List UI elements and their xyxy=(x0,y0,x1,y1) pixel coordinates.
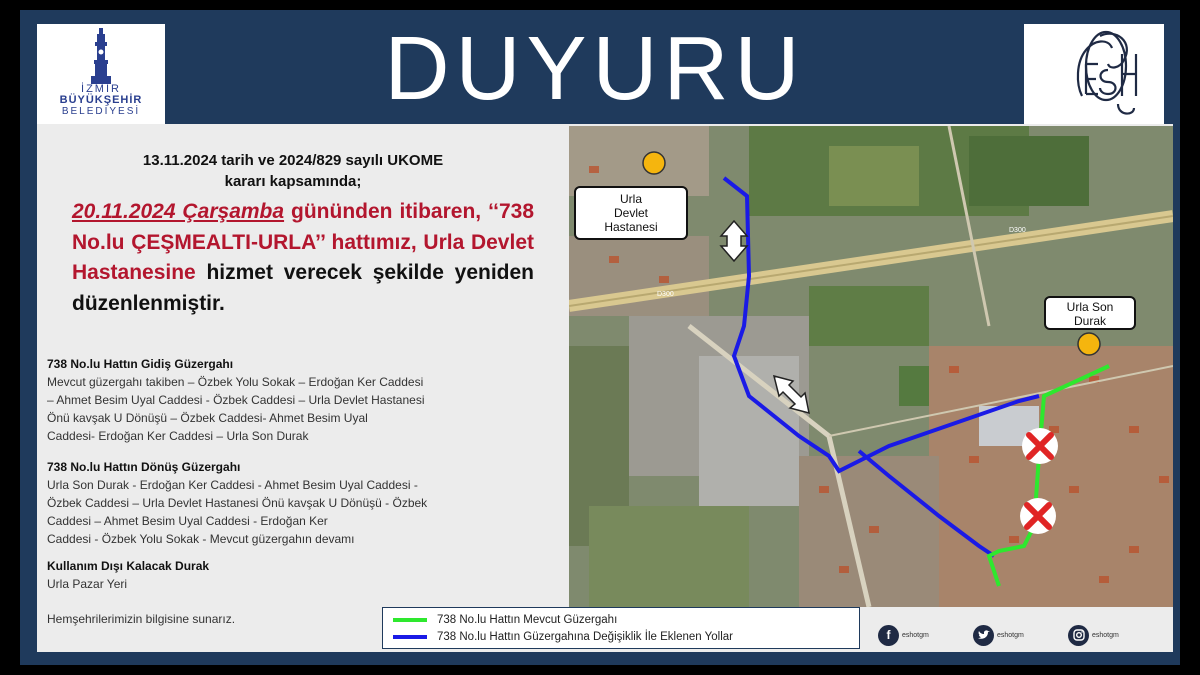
intro-line-2: kararı kapsamında; xyxy=(224,173,362,190)
social-handle: eshotgm xyxy=(1092,631,1119,639)
closed-stop-section xyxy=(47,557,567,593)
return-line: Urla Son Durak - Erdoğan Ker Caddesi - Ahmet Besim Uyal Caddesi - xyxy=(47,478,418,492)
intro-main-red: gününden itibaren, ‘‘738 No.lu ÇEŞMEALTI-URLA’’ hattımız, Urla Devlet Hastanesine xyxy=(72,200,534,284)
legend-swatch xyxy=(393,635,427,639)
social-facebook[interactable] xyxy=(878,624,929,646)
closed-stop-heading: Kullanım Dışı Kalacak Durak xyxy=(47,559,210,573)
logo-line-3: BELEDİYESİ xyxy=(61,106,141,117)
social-twitter[interactable] xyxy=(973,624,1024,646)
social-instagram[interactable] xyxy=(1068,624,1119,646)
legend-label: 738 No.lu Hattın Mevcut Güzergahı xyxy=(437,614,618,626)
hospital-stop-marker xyxy=(643,152,665,174)
eshot-monogram-icon xyxy=(1024,24,1164,124)
return-route-section xyxy=(47,458,567,548)
social-handle: eshotgm xyxy=(902,631,929,639)
hospital-label-line: Urla xyxy=(619,192,642,206)
intro-line-1: 13.11.2024 tarih ve 2024/829 sayılı UKOME xyxy=(142,152,444,169)
izmir-municipality-logo xyxy=(37,24,165,124)
logo-line-2: BÜYÜKŞEHİR xyxy=(59,94,143,106)
outbound-line: Mevcut güzergahı takiben – Özbek Yolu Sokak – Erdoğan Ker Caddesi xyxy=(47,375,424,389)
twitter-icon xyxy=(973,625,994,646)
legend-item-added xyxy=(393,629,733,645)
effective-date: 20.11.2024 Çarşamba xyxy=(72,200,285,223)
route-map xyxy=(569,126,1173,607)
intro-decision-text xyxy=(48,150,538,192)
closed-stop-x-icon xyxy=(1022,428,1058,464)
eshot-logo xyxy=(1024,24,1164,124)
hospital-label-line: Hastanesi xyxy=(604,220,658,234)
terminal-label-line: Durak xyxy=(1073,314,1106,328)
instagram-icon xyxy=(1068,625,1089,646)
closing-text: Hemşehrilerimizin bilgisine sunarız. xyxy=(47,612,236,626)
legend-swatch xyxy=(393,618,427,622)
intro-main-text xyxy=(72,197,534,319)
page-title: DUYURU xyxy=(384,19,806,119)
clock-tower-icon xyxy=(83,28,119,84)
terminal-stop-marker xyxy=(1078,333,1100,355)
outbound-line: – Ahmet Besim Uyal Caddesi - Özbek Caddesi – Urla Devlet Hastanesi xyxy=(47,393,425,407)
intro-main-black: hizmet verecek şekilde yeniden düzenlenmiştir. xyxy=(72,261,534,315)
return-line: Caddesi – Ahmet Besim Uyal Caddesi - Erdoğan Ker xyxy=(47,514,328,528)
hospital-label-line: Devlet xyxy=(613,206,648,220)
return-line: Caddesi - Özbek Yolu Sokak - Mevcut güzergahın devamı xyxy=(47,532,355,546)
terminal-map-label xyxy=(1044,296,1136,330)
terminal-label-line: Urla Son xyxy=(1066,300,1114,314)
closed-stop-x-icon xyxy=(1020,498,1056,534)
outbound-line: Caddesi- Erdoğan Ker Caddesi – Urla Son Durak xyxy=(47,429,309,443)
facebook-icon: f xyxy=(878,625,899,646)
road-label: D300 xyxy=(1009,227,1026,234)
legend-label: 738 No.lu Hattın Güzergahına Değişiklik İle Eklenen Yollar xyxy=(437,631,733,643)
outbound-heading: 738 No.lu Hattın Gidiş Güzergahı xyxy=(47,357,234,371)
return-heading: 738 No.lu Hattın Dönüş Güzergahı xyxy=(47,460,241,474)
return-line: Özbek Caddesi – Urla Devlet Hastanesi Önü kavşak U Dönüşü - Özbek xyxy=(47,496,428,510)
outbound-line: Önü kavşak U Dönüşü – Özbek Caddesi- Ahmet Besim Uyal xyxy=(47,411,368,425)
hospital-map-label xyxy=(574,186,688,240)
logo-line-1: İZMİR xyxy=(81,83,121,95)
legend-item-existing xyxy=(393,612,617,628)
closed-stop-name: Urla Pazar Yeri xyxy=(47,577,128,591)
road-label: D300 xyxy=(657,291,674,298)
social-handle: eshotgm xyxy=(997,631,1024,639)
map-legend xyxy=(382,607,860,649)
outbound-route-section xyxy=(47,355,567,445)
